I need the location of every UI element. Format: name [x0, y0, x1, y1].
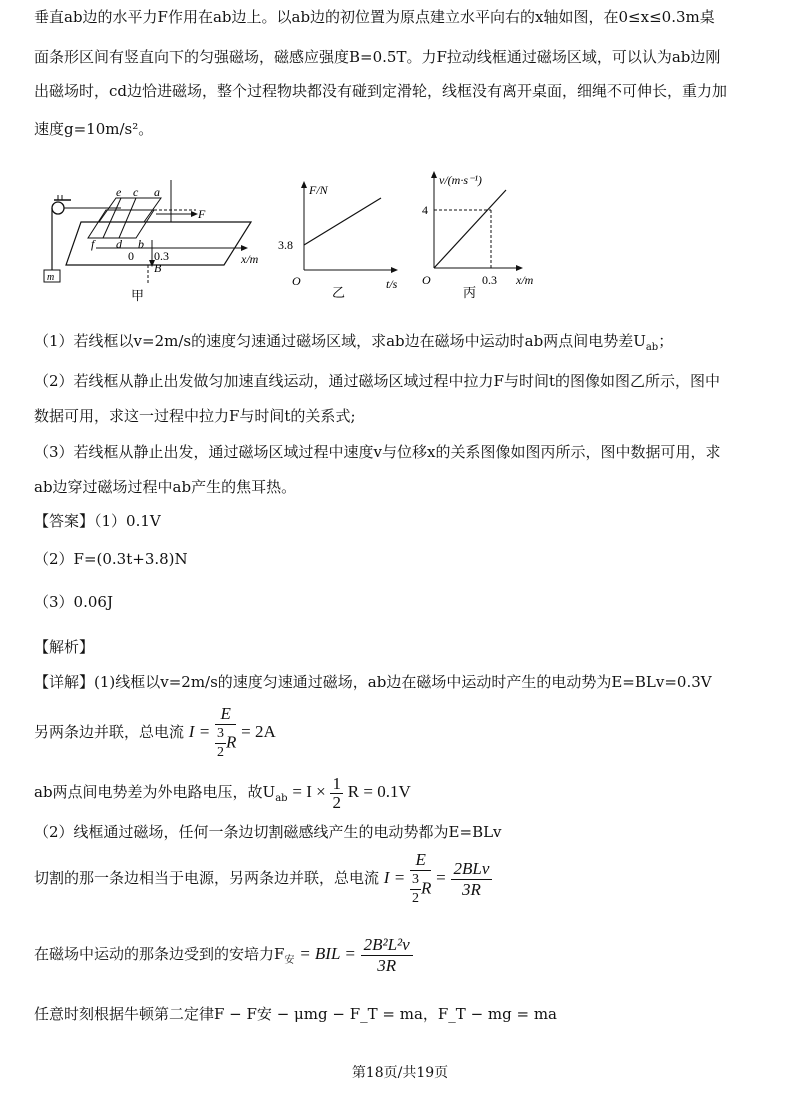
intro-line-2: 面条形区间有竖直向下的匀强磁场，磁感应强度B=0.5T。力F拉动线框通过磁场区域，可以认为ab边刚	[34, 48, 721, 66]
yi-xlabel: t/s	[386, 277, 398, 291]
analysis-d6-pre: 在磁场中运动的那条边受到的安培力F	[34, 945, 285, 963]
answer-1: （1）0.1V	[94, 512, 161, 530]
analysis-d2-den-den: 2	[216, 745, 224, 760]
question-3a: （3）若线框从静止出发，通过磁场区域过程中速度v与位移x的关系图像如图丙所示，图中数据可用，求	[34, 443, 721, 461]
mass-label: m	[47, 272, 55, 283]
answer-head: 【答案】	[34, 512, 95, 530]
analysis-d6-num: 2B²L²v	[361, 935, 413, 956]
analysis-d2	[34, 702, 276, 764]
bing-x03: 0.3	[482, 273, 497, 287]
figure-bing	[422, 171, 534, 301]
bing-ylabel: v/(m·s⁻¹)	[439, 173, 482, 187]
figure-yi	[278, 181, 398, 301]
question-3b: ab边穿过磁场过程中ab产生的焦耳热。	[34, 478, 297, 496]
analysis-d3-mid: = I ×	[292, 782, 326, 801]
figures	[36, 160, 576, 320]
analysis-d5-frac	[410, 850, 431, 908]
analysis-d3-fden: 2	[332, 792, 341, 812]
analysis-d2-den-R: R	[225, 732, 237, 752]
analysis-d2-res: = 2A	[241, 722, 276, 741]
analysis-d2-I: I =	[188, 722, 211, 741]
analysis-d5-frac2	[451, 859, 493, 900]
jia-xm: x/m	[241, 252, 259, 266]
jia-d: d	[116, 237, 122, 251]
analysis-d5-num: E	[410, 850, 431, 871]
analysis-d3-pre: ab两点间电势差为外电路电压，故U	[34, 783, 276, 801]
bing-xlabel: x/m	[516, 273, 534, 287]
analysis-d2-num: E	[215, 704, 236, 725]
analysis-d7: 任意时刻根据牛顿第二定律F − F安 − μmg − F_T = ma，F_T − mg = ma	[34, 1005, 558, 1023]
jia-caption: 甲	[131, 289, 145, 304]
jia-zero: 0	[128, 249, 134, 263]
analysis-d3	[34, 772, 411, 819]
analysis-d5-rden: 3R	[462, 879, 481, 899]
yi-origin: O	[292, 274, 301, 288]
answer-3: （3）0.06J	[34, 593, 113, 611]
analysis-d5-pre: 切割的那一条边相当于电源，另两条边并联，总电流	[34, 869, 380, 887]
analysis-d4: （2）线框通过磁场，任何一条边切割磁感线产生的电动势都为E=BLv	[34, 823, 502, 841]
bing-origin: O	[422, 273, 431, 287]
analysis-d5-eq: =	[436, 868, 446, 887]
analysis-head: 【解析】	[34, 638, 95, 656]
jia-f: f	[91, 237, 95, 251]
bing-v4: 4	[422, 203, 428, 217]
yi-intercept: 3.8	[278, 238, 293, 252]
yi-ylabel: F/N	[309, 183, 328, 197]
analysis-d5-den-den: 2	[411, 891, 419, 906]
question-2b: 数据可用，求这一过程中拉力F与时间t的关系式;	[34, 407, 356, 425]
analysis-d5-I: I =	[383, 868, 406, 887]
jia-F: F	[198, 207, 206, 221]
analysis-d3-sub: ab	[275, 793, 288, 804]
page-footer: 第18页/共19页	[351, 1065, 449, 1081]
analysis-d2-pre: 另两条边并联，总电流	[34, 723, 185, 741]
analysis-d5-den-R: R	[420, 878, 432, 898]
bing-caption: 丙	[463, 286, 477, 301]
jia-B: B	[154, 261, 162, 275]
analysis-d6-frac	[361, 935, 413, 976]
jia-b: b	[138, 237, 144, 251]
yi-caption: 乙	[332, 286, 346, 301]
intro-line-3: 出磁场时，cd边恰进磁场，整个过程物块都没有碰到定滑轮，线框没有离开桌面，细绳不可伸长，重力加	[34, 82, 728, 100]
analysis-d2-den-num: 3	[215, 725, 226, 744]
jia-e: e	[116, 185, 122, 199]
jia-x03: 0.3	[154, 249, 169, 263]
intro-line-1: 垂直ab边的水平力F作用在ab边上。以ab边的初位置为原点建立水平向右的x轴如图，在0≤x≤0.3m桌	[34, 8, 715, 26]
question-1-sub: ab	[645, 342, 659, 353]
analysis-d3-res: R = 0.1V	[347, 782, 411, 801]
intro-line-4: 速度g=10m/s²。	[34, 120, 154, 138]
jia-c: c	[133, 185, 139, 199]
analysis-d6-eq: = BIL =	[299, 944, 356, 963]
analysis-d6-den: 3R	[377, 955, 397, 975]
answer-line-1	[34, 511, 161, 531]
question-1-end: ；	[658, 332, 674, 350]
analysis-d1: 【详解】(1)线框以v=2m/s的速度匀速通过磁场，ab边在磁场中运动时产生的电动势为E=BLv=0.3V	[34, 673, 712, 691]
jia-a: a	[154, 185, 160, 199]
question-1-text: （1）若线框以v=2m/s的速度匀速通过磁场区域，求ab边在磁场中运动时ab两点间电势差U	[34, 332, 646, 350]
answer-2: （2）F=(0.3t+3.8)N	[34, 550, 188, 568]
question-1	[34, 331, 673, 358]
analysis-d5	[34, 848, 492, 910]
analysis-d5-den-num: 3	[410, 871, 421, 890]
analysis-d5-rnum: 2BLv	[451, 859, 493, 880]
analysis-d3-fnum: 1	[332, 773, 341, 793]
question-2a: （2）若线框从静止出发做匀加速直线运动，通过磁场区域过程中拉力F与时间t的图像如图乙所示，图中	[34, 372, 720, 390]
analysis-d6	[34, 932, 413, 983]
analysis-d6-sub: 安	[284, 955, 295, 966]
analysis-d2-frac	[215, 704, 236, 762]
figure-jia	[44, 180, 259, 304]
